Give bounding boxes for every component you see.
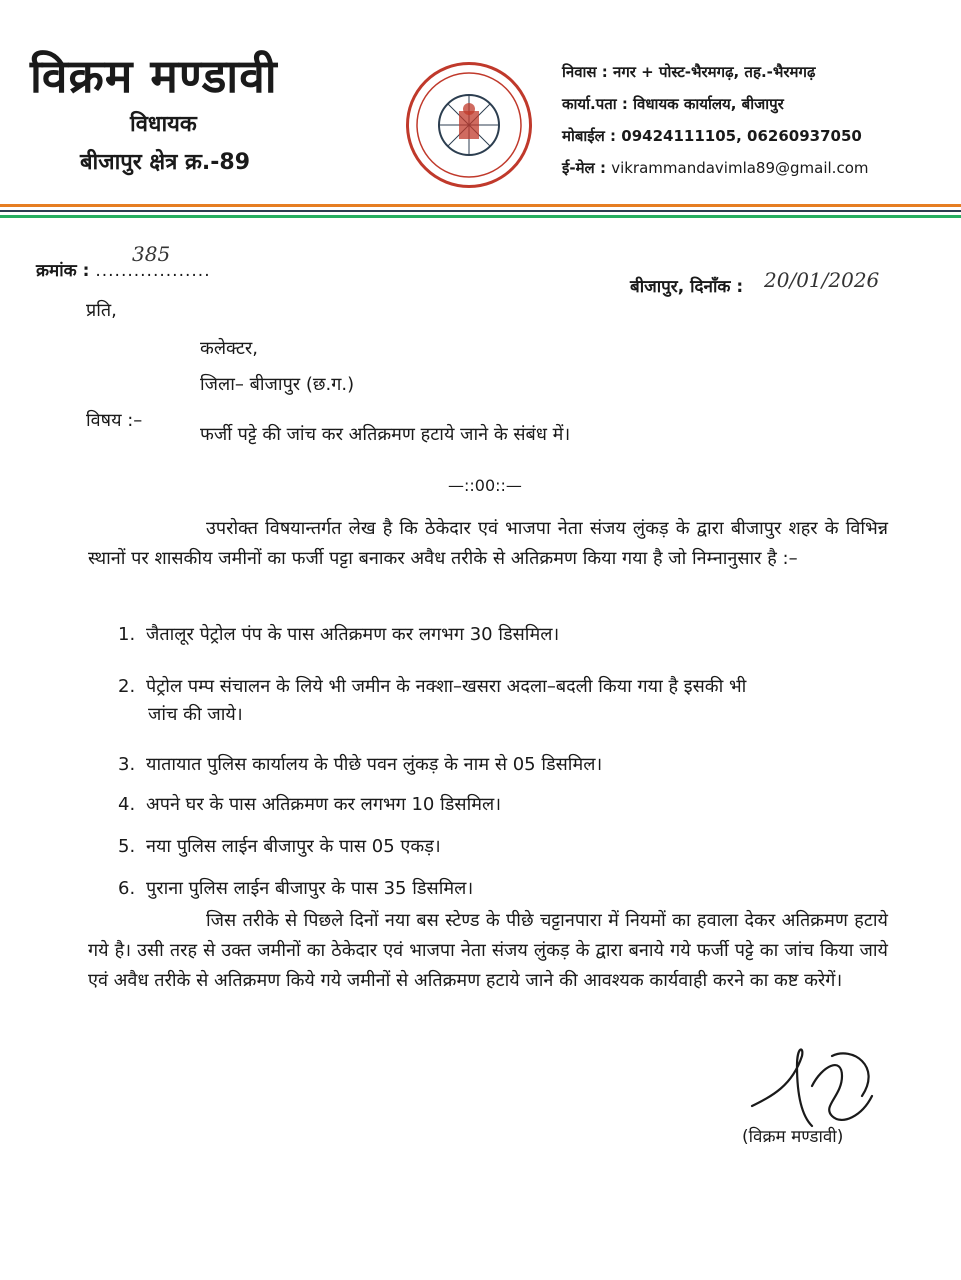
list-item-text: यातायात पुलिस कार्यालय के पीछे पवन लुंकड़ के नाम से 05 डिसमिल। <box>146 754 603 775</box>
green-rule <box>0 215 961 218</box>
prati: प्रति, <box>86 300 117 321</box>
list-item <box>118 620 888 650</box>
date-handwritten: 20/01/2026 <box>764 268 880 292</box>
signature-icon <box>742 1036 892 1136</box>
paragraph-1: उपरोक्त विषयान्तर्गत लेख है कि ठेकेदार एवं भाजपा नेता संजय लुंकड़ के द्वारा बीजापुर शहर के विभिन्न स्थानों पर शासकीय जमीनों का फर्जी पट्टा बनाकर अवैध तरीके से अतिक्रमण किया गया है जो निम्नानुसार है :– <box>88 518 888 569</box>
office-value: विधायक कार्यालय, बीजापुर <box>633 95 784 113</box>
address-line-2: जिला– बीजापुर (छ.ग.) <box>200 374 355 395</box>
subject-label: विषय :– <box>86 410 143 431</box>
list-item-text: जैतालूर पेट्रोल पंप के पास अतिक्रमण कर लगभग 30 डिसमिल। <box>146 624 560 645</box>
mobile-label: मोबाईल : <box>562 127 617 145</box>
list-item <box>118 832 888 862</box>
list-item-number: 3. <box>118 754 136 775</box>
list-item <box>118 790 888 820</box>
letterhead-role: विधायक <box>130 112 197 137</box>
list-item-number: 6. <box>118 878 136 899</box>
dark-rule <box>0 210 961 212</box>
subject: फर्जी पट्टे की जांच कर अतिक्रमण हटाये जाने के संबंध में। <box>200 424 571 445</box>
paragraph-2: जिस तरीके से पिछले दिनों नया बस स्टेण्ड के पीछे चट्टानपारा में नियमों का हवाला देकर अतिक्रमण हटाये गये है। उसी तरह से उक्त जमीनों का ठेकेदार एवं भाजपा नेता संजय लुंकड़ के द्वारा बनाये गये फर्जी पट्टे का जांच किया जाये एवं अवैध तरीके से अतिक्रमण किये गये जमीनों से अतिक्रमण हटाये जाने की आवश्यक कार्यवाही करने का कष्ट करेगें। <box>88 910 888 991</box>
email-label: ई-मेल : <box>562 159 606 177</box>
contact-residence <box>562 62 815 82</box>
assembly-seal-icon <box>406 62 532 188</box>
letterhead-name: विक्रम मण्डावी <box>30 49 278 103</box>
seal-graphic <box>409 65 529 185</box>
signer-name: (विक्रम मण्डावी) <box>742 1127 844 1147</box>
list-item-number: 4. <box>118 794 136 815</box>
residence-value: नगर + पोस्ट-भैरमगढ़, तह.-भैरमगढ़ <box>613 63 816 81</box>
kramank-label: क्रमांक : <box>36 261 90 281</box>
list-item <box>118 750 888 780</box>
separator: —::00::— <box>448 476 522 495</box>
saffron-rule <box>0 204 961 207</box>
place-date-label: बीजापुर, दिनाँक : <box>630 277 744 297</box>
residence-label: निवास : <box>562 63 608 81</box>
list-item-continuation: जांच की जाये। <box>148 704 243 725</box>
address-line-1: कलेक्टर, <box>200 338 258 359</box>
list-item-text: नया पुलिस लाईन बीजापुर के पास 05 एकड़। <box>146 836 441 857</box>
email-value: vikrammandavimla89@gmail.com <box>611 159 869 177</box>
list-item-text: अपने घर के पास अतिक्रमण कर लगभग 10 डिसमिल। <box>146 794 502 815</box>
list-item <box>118 672 888 702</box>
contact-email <box>562 158 868 178</box>
mobile-value: 09424111105, 06260937050 <box>621 127 862 145</box>
list-item-number: 1. <box>118 624 136 645</box>
list-item-number: 2. <box>118 676 136 697</box>
contact-mobile <box>562 126 862 146</box>
kramank-dots: .................. <box>95 261 211 281</box>
list-item-text: पेट्रोल पम्प संचालन के लिये भी जमीन के नक्शा–खसरा अदला–बदली किया गया है इसकी भी <box>146 676 747 697</box>
office-label: कार्या.पता : <box>562 95 628 113</box>
list-item-number: 5. <box>118 836 136 857</box>
kramank-line <box>36 258 211 281</box>
contact-office <box>562 94 784 114</box>
list-item-text: पुराना पुलिस लाईन बीजापुर के पास 35 डिसमिल। <box>146 878 474 899</box>
letterhead-constituency: बीजापुर क्षेत्र क्र.-89 <box>80 150 251 175</box>
kramank-handwritten: 385 <box>132 242 171 266</box>
list-item <box>118 874 888 904</box>
